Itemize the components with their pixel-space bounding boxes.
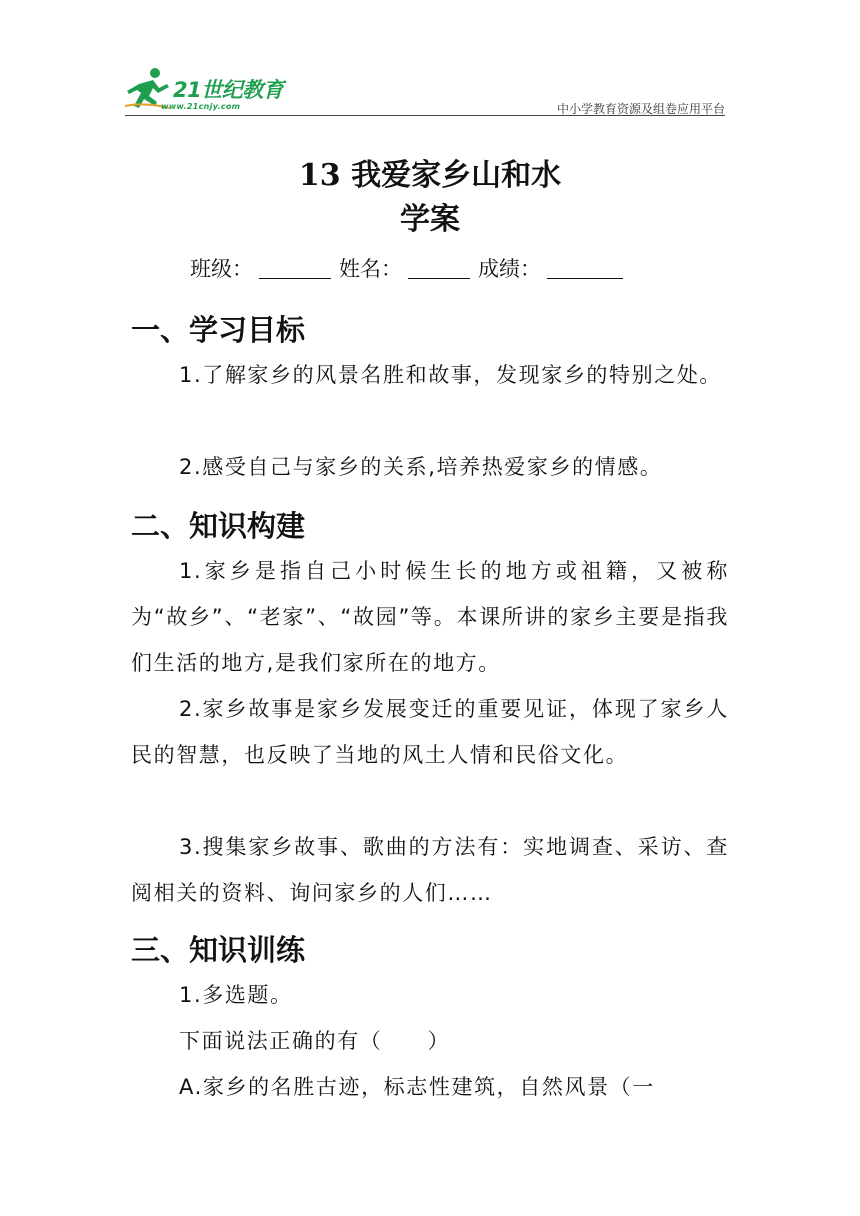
paragraph-knowledge-3 bbox=[131, 824, 729, 916]
logo-url: www.21cnjy.com bbox=[161, 102, 241, 111]
question-option-a bbox=[131, 1064, 729, 1110]
header-divider bbox=[125, 115, 725, 116]
paragraph-knowledge-2 bbox=[131, 686, 729, 778]
question-type bbox=[131, 972, 729, 1018]
student-info-line bbox=[190, 252, 631, 286]
paragraph-text: 1.多选题。 bbox=[179, 983, 293, 1007]
document-subtitle: 学案 bbox=[400, 202, 460, 237]
paragraph-text: 2.感受自己与家乡的关系,培养热爱家乡的情感。 bbox=[179, 455, 663, 479]
paragraph-text: A.家乡的名胜古迹，标志性建筑，自然风景（一 bbox=[179, 1075, 655, 1099]
page-header bbox=[125, 62, 725, 118]
class-label: 班级： bbox=[190, 257, 253, 281]
name-label: 姓名： bbox=[339, 257, 402, 281]
score-blank-field[interactable] bbox=[547, 252, 623, 279]
paragraph-text: 下面说法正确的有（ ） bbox=[179, 1029, 451, 1053]
score-label: 成绩： bbox=[478, 257, 541, 281]
name-blank-field[interactable] bbox=[408, 252, 470, 279]
section-heading-knowledge-training: 三、知识训练 bbox=[131, 933, 306, 967]
question-stem bbox=[131, 1018, 729, 1064]
paragraph-goal-1 bbox=[131, 352, 729, 398]
paragraph-goal-2 bbox=[131, 444, 729, 490]
paragraph-text: 3.搜集家乡故事、歌曲的方法有：实地调查、采访、查阅相关的资料、询问家乡的人们…… bbox=[131, 835, 729, 905]
section-heading-learning-goals: 一、学习目标 bbox=[131, 313, 306, 347]
platform-tagline: 中小学教育资源及组卷应用平台 bbox=[556, 102, 725, 116]
paragraph-text: 1.了解家乡的风景名胜和故事，发现家乡的特别之处。 bbox=[179, 363, 723, 387]
section-heading-knowledge-building: 二、知识构建 bbox=[131, 509, 306, 543]
logo-text: 21世纪教育 bbox=[173, 78, 284, 102]
paragraph-text: 1.家乡是指自己小时候生长的地方或祖籍，又被称为“故乡”、“老家”、“故园”等。本课所讲的家乡主要是指我们生活的地方,是我们家所在的地方。 bbox=[131, 559, 729, 675]
paragraph-text: 2.家乡故事是家乡发展变迁的重要见证，体现了家乡人民的智慧，也反映了当地的风土人情和民俗文化。 bbox=[131, 697, 729, 767]
paragraph-knowledge-1 bbox=[131, 548, 729, 686]
class-blank-field[interactable] bbox=[259, 252, 331, 279]
document-title: 13 我爱家乡山和水 bbox=[298, 158, 562, 193]
logo bbox=[125, 66, 300, 112]
